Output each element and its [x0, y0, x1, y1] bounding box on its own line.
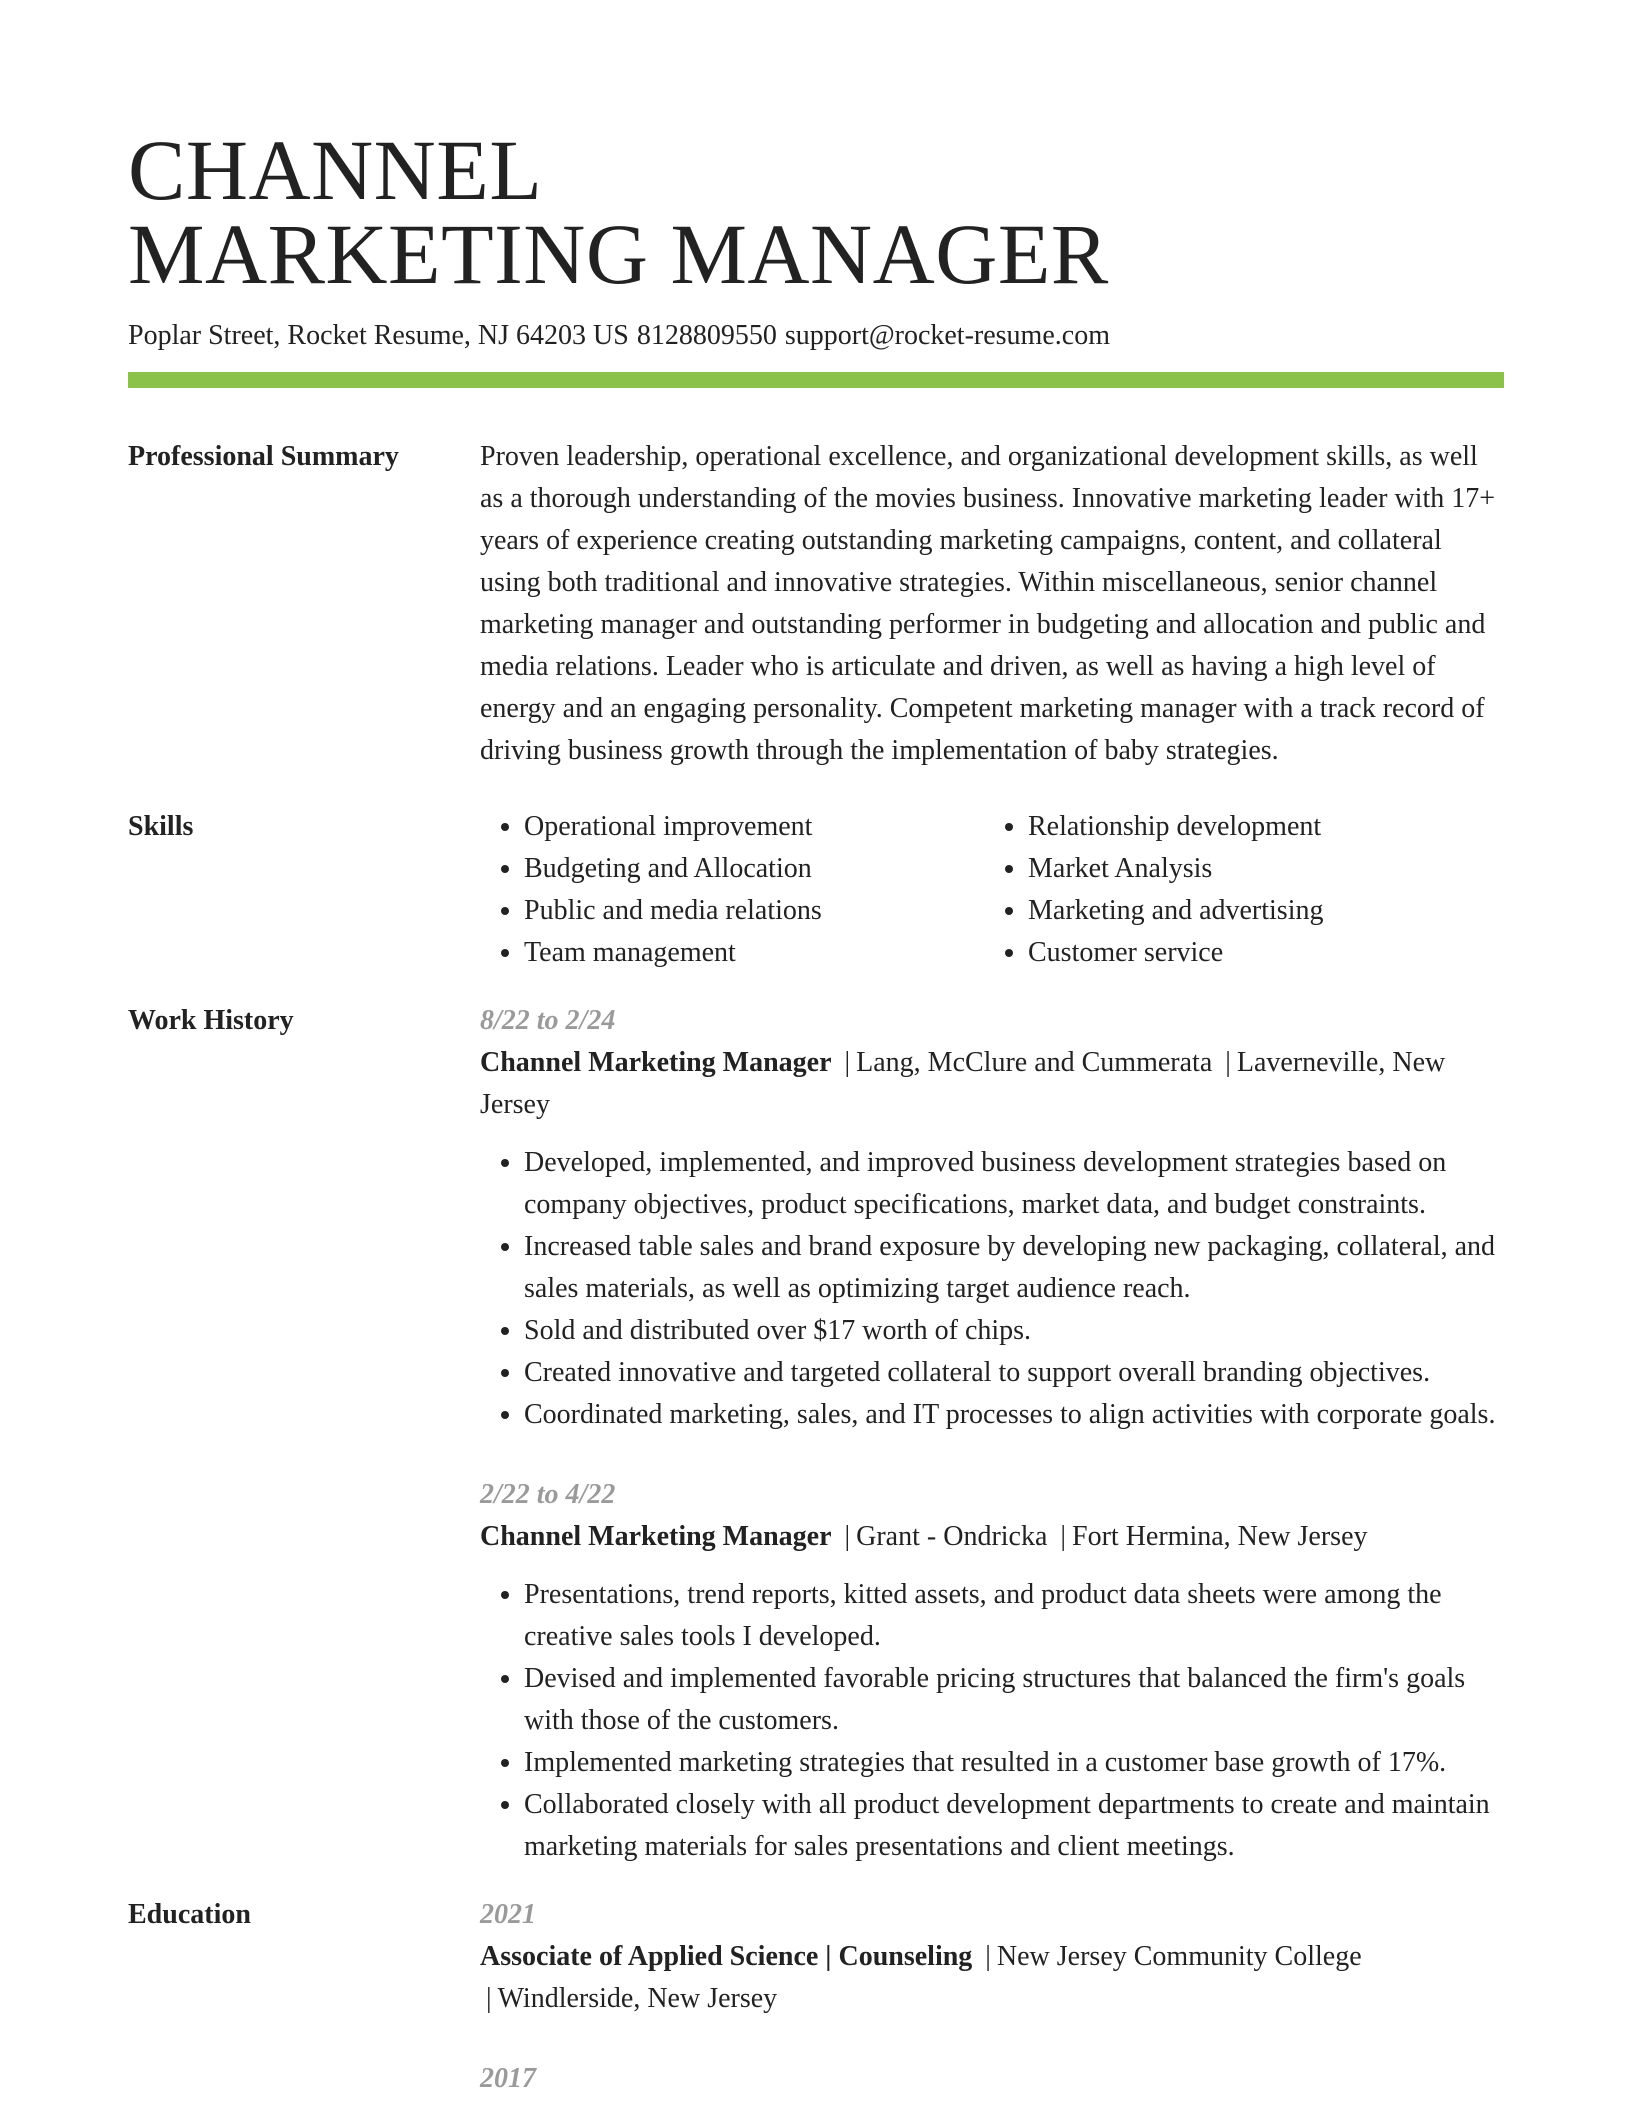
job-location: Laverneville, New Jersey: [480, 1047, 1446, 1120]
job-bullet: • Collaborated closely with all product development departments to create and maintain marketing materials for sales presentations and client meetings.: [524, 1784, 1504, 1868]
contact-line: [128, 318, 1504, 354]
summary-text: Proven leadership, operational excellence, and organizational development skills, as well as a thorough understanding of the movies business. Innovative marketing leader with 17+ years of experience creating outstanding marketing campaigns, content, and collateral using both traditional and innovative strategies. Within miscellaneous, senior channel marketing manager and outstanding performer in budgeting and allocation and public and media relations. Leader who is articulate and driven, as well as having a high level of energy and an engaging personality. Competent marketing manager with a track record of driving business growth through the implementation of baby strategies.: [480, 441, 1496, 766]
skill-item: • Market Analysis: [1028, 848, 1528, 890]
job-title: Channel Marketing Manager: [480, 1047, 832, 1078]
job-bullet: • Coordinated marketing, sales, and IT processes to align activities with corporate goals.: [524, 1394, 1504, 1436]
resume-page: [128, 0, 1504, 2100]
job-date: 2/22 to 4/22: [480, 1479, 616, 1510]
education-date: 2017: [480, 2063, 536, 2094]
title-line-2: MARKETING MANAGER: [128, 206, 1109, 302]
skills-column-1: [480, 806, 984, 974]
separator: |: [844, 1521, 851, 1552]
job-title: Channel Marketing Manager: [480, 1521, 832, 1552]
separator: |: [486, 1983, 492, 2014]
education-entry: [480, 2058, 1504, 2100]
skill-item: • Public and media relations: [524, 890, 984, 932]
skills-section: [128, 806, 1504, 974]
job-header: [480, 1042, 1504, 1126]
section-label-work: Work History: [128, 1005, 294, 1036]
job-date: 8/22 to 2/24: [480, 1005, 616, 1036]
contact-email[interactable]: support@rocket-resume.com: [784, 320, 1110, 351]
separator: |: [844, 1047, 851, 1078]
job-header: [480, 1516, 1504, 1558]
job-entry: [480, 1000, 1504, 1436]
title-line-1: CHANNEL: [128, 122, 543, 218]
work-history-section: [128, 1000, 1504, 1868]
education-entry: [480, 1894, 1504, 2020]
professional-summary-section: [128, 436, 1504, 772]
education-school: New Jersey Community College: [996, 1941, 1362, 1972]
accent-divider: [128, 372, 1504, 388]
job-location: Fort Hermina, New Jersey: [1072, 1521, 1368, 1552]
skill-item: • Relationship development: [1028, 806, 1528, 848]
section-label-summary: Professional Summary: [128, 441, 399, 472]
skill-item: • Customer service: [1028, 932, 1528, 974]
job-bullet: • Implemented marketing strategies that resulted in a customer base growth of 17%.: [524, 1742, 1504, 1784]
job-bullet: • Created innovative and targeted collateral to support overall branding objectives.: [524, 1352, 1504, 1394]
skill-item: • Operational improvement: [524, 806, 984, 848]
education-section: [128, 1894, 1504, 2100]
section-label-education: Education: [128, 1899, 251, 1930]
job-bullet: • Developed, implemented, and improved business development strategies based on company objectives, product specifications, market data, and budget constraints.: [524, 1142, 1504, 1226]
job-entry: [480, 1474, 1504, 1868]
skills-column-2: [984, 806, 1528, 974]
separator: |: [985, 1941, 991, 1972]
job-bullet: • Presentations, trend reports, kitted assets, and product data sheets were among the creative sales tools I developed.: [524, 1574, 1504, 1658]
job-bullet: • Sold and distributed over $17 worth of chips.: [524, 1310, 1504, 1352]
education-degree: Associate of Applied Science | Counseling: [480, 1941, 973, 1972]
job-bullets: [480, 1142, 1504, 1436]
education-date: 2021: [480, 1899, 536, 1930]
separator: |: [1060, 1521, 1067, 1552]
skills-grid: [480, 806, 1528, 974]
skill-item: • Budgeting and Allocation: [524, 848, 984, 890]
education-header: [480, 1936, 1504, 2020]
resume-title: [128, 0, 1504, 302]
job-company: Lang, McClure and Cummerata: [856, 1047, 1213, 1078]
contact-address: Poplar Street, Rocket Resume, NJ 64203 US: [128, 320, 629, 351]
job-bullet: • Increased table sales and brand exposure by developing new packaging, collateral, and sales materials, as well as optimizing target audience reach.: [524, 1226, 1504, 1310]
education-location: Windlerside, New Jersey: [497, 1983, 778, 2014]
job-bullet: • Devised and implemented favorable pricing structures that balanced the firm's goals with those of the customers.: [524, 1658, 1504, 1742]
skill-item: • Marketing and advertising: [1028, 890, 1528, 932]
skill-item: • Team management: [524, 932, 984, 974]
job-company: Grant - Ondricka: [856, 1521, 1048, 1552]
section-label-skills: Skills: [128, 811, 194, 842]
job-bullets: [480, 1574, 1504, 1868]
separator: |: [1225, 1047, 1231, 1078]
contact-phone: 8128809550: [636, 320, 777, 351]
